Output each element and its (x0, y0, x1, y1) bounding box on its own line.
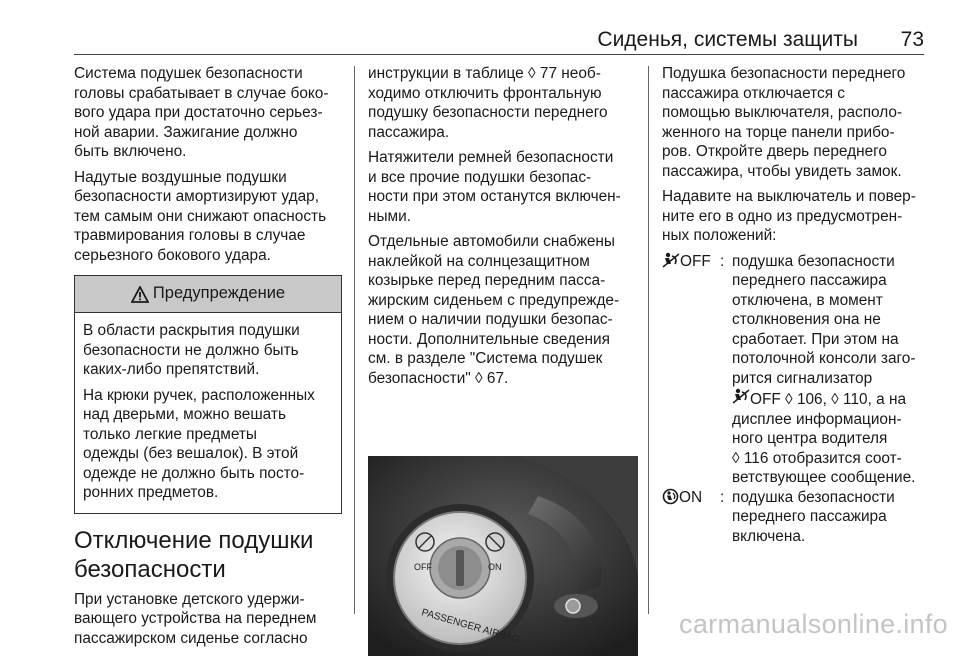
column-2 (368, 64, 638, 656)
definition-term-text: OFF (680, 252, 711, 270)
airbag-key-switch-illustration (368, 456, 638, 656)
airbag-switch-photo (368, 456, 638, 656)
definition-term-text: ON (679, 488, 703, 506)
column-divider-2 (648, 66, 649, 614)
warning-paragraph: На крюки ручек, расположенных над дверьми, можно вешать только легкие предметы одежды (без вешалок). В этой одежде не должно быть посто- ронних предметов. (83, 386, 315, 501)
switch-positions-list (662, 252, 934, 547)
paragraph: Подушка безопасности переднего пассажира отключается с помощью выключателя, располо- женного на торце панели прибо- ров. Откройте дверь переднего пассажира, чтобы увидеть замок. (662, 65, 906, 180)
definition-term (662, 488, 720, 547)
definition-text: ◊ 106, ◊ 110, а на дисплее информацион- ного центра водителя ◊ 116 отобразится соот- ветствующее сообщение. (732, 391, 916, 486)
warning-triangle-icon (131, 286, 149, 303)
warning-body (75, 313, 341, 513)
definition-text: подушка безопасности переднего пассажира отключена, в момент столкновения она не сработает. При этом на потолочной консоли заго- рится сигнализатор (732, 252, 916, 387)
paragraph: инструкции в таблице ◊ 77 необ- ходимо отключить фронтальную подушку безопасности переднего пассажира. (368, 65, 608, 141)
definition-separator: : (720, 488, 725, 506)
warning-title: Предупреждение (152, 284, 286, 303)
page-number: 73 (900, 28, 924, 51)
warning-box (74, 275, 342, 514)
warning-paragraph: В области раскрытия подушки безопасности не должно быть каких-либо препятствий. (83, 322, 300, 378)
definition-item-off (662, 252, 934, 488)
definition-description (732, 252, 934, 488)
header-divider (74, 54, 924, 55)
column-divider-1 (354, 66, 355, 614)
airbag-on-icon (662, 488, 679, 505)
paragraph: Отдельные автомобили снабжены наклейкой на солнцезащитном козырьке перед передним пасса- жирским сиденьем с предупрежде- нием о наличии подушки безопас- ности. Дополнительные сведения см. в разделе "Система подушек безопасности" ◊ 67. (368, 233, 620, 387)
column-3 (662, 64, 934, 546)
paragraph: Натяжители ремней безопасности и все прочие подушки безопас- ности при этом останутся включен- ными. (368, 149, 621, 225)
paragraph: При установке детского удержи- вающего устройства на переднем пассажирском сиденье согласно (74, 590, 317, 647)
definition-separator: : (720, 252, 725, 270)
definition-term (662, 252, 720, 488)
definition-description: подушка безопасности переднего пассажира включена. (732, 488, 895, 545)
airbag-off-indicator-icon (732, 388, 750, 405)
column-1 (74, 64, 342, 654)
definition-item-on (662, 488, 934, 547)
section-heading: Отключение подушки безопасности (74, 526, 314, 583)
paragraph: Система подушек безопасности головы срабатывает в случае боко- вого удара при достаточно серьез- ной аварии. Зажигание должно быть включено. (74, 65, 329, 160)
header-title: Сиденья, системы защиты (597, 28, 858, 51)
paragraph: Надутые воздушные подушки безопасности амортизируют удар, тем самым они снижают опасность травмирования головы в случае серьезного бокового удара. (74, 168, 327, 264)
airbag-off-icon (662, 252, 680, 269)
warning-header (75, 276, 341, 313)
indicator-label: OFF (750, 391, 781, 408)
switch-label-off: OFF (414, 562, 432, 572)
watermark: carmanualsonline.info (679, 609, 948, 639)
switch-label-on: ON (488, 562, 502, 572)
paragraph: Надавите на выключатель и повер- ните его в одно из предусмотрен- ных положений: (662, 188, 916, 244)
switch-ring-label: PASSENGER AIRBAG (420, 607, 521, 646)
